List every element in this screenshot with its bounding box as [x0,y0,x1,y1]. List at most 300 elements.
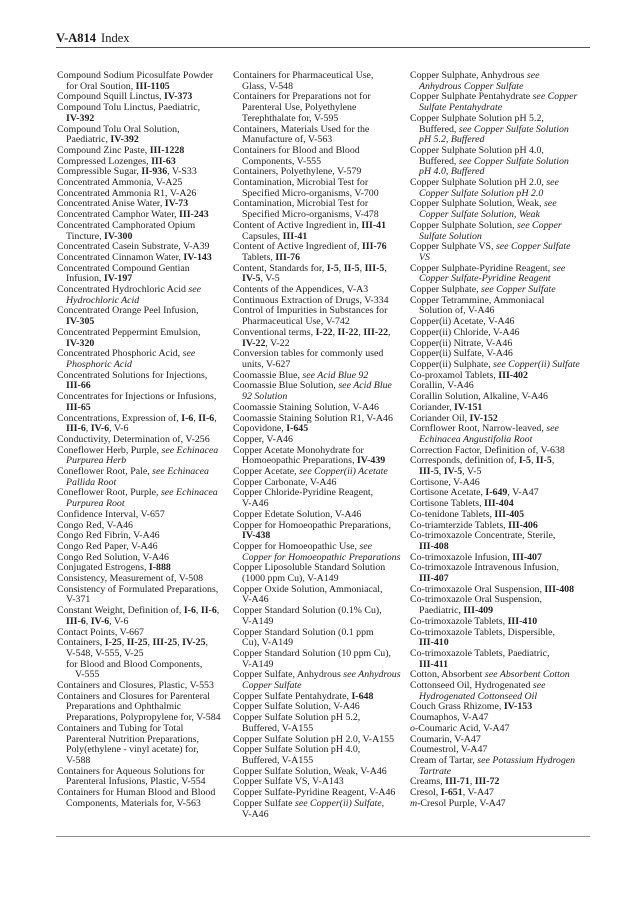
page-reference: III-410 [507,615,538,627]
entry-text: Copper Sulphate Solution pH 4.0, [410,144,544,156]
entry-text: Manufacture of, V-563 [242,134,333,146]
entry-text: units, V-627 [242,358,291,370]
page-reference: I-6 [181,412,194,424]
index-entry [410,221,590,242]
page-reference: III-22 [363,326,389,338]
entry-text: for Blood and Blood Components, [66,658,203,670]
entry-text: Capsules, [242,230,283,242]
page-reference: III-41 [282,230,308,242]
entry-text: Contamination, Microbial Test for [233,198,369,210]
page-reference: III-76 [361,241,387,253]
entry-text: Parenteral Infusions, Plastic, V-554 [66,776,206,788]
entry-text: Buffered, V-A155 [242,722,314,734]
entry-text: Co-trimoxazole Tablets, Paediatric, [410,647,550,659]
entry-text: Co-proxamol Tablets, [410,369,499,381]
cross-reference: Pallida Root [66,476,117,488]
cross-reference: Purpurea Root [66,498,125,510]
cross-reference: Anhydrous Copper Sulfate [419,80,524,92]
entry-text: Copper Sulphate, [410,284,482,296]
index-entry [233,264,407,285]
page-reference: I-648 [351,690,374,702]
index-column [57,71,229,810]
cross-reference: 92 Solution [242,391,288,403]
entry-text: Co-triamterzide Tablets, [410,519,509,531]
index-entry [57,328,229,349]
entry-text: Copper Liposoluble Standard Solution [233,562,386,574]
entry-text: Co-trimoxazole Concentrate, Sterile, [410,530,556,542]
page-reference: III-66 [66,380,91,392]
entry-text: Parenteral Nutrition Preparations, [66,733,199,745]
entry-text: Copper Sulphate-Pyridine Reagent, [410,262,553,274]
cross-reference: Copper Sulfate [242,680,302,692]
index-entry [410,114,590,146]
page-reference: II-5 [535,455,552,467]
cross-reference: see Anhydrous [343,669,401,681]
cross-reference: see Copper [516,219,562,231]
entry-text: Containers for Blood and Blood [233,144,360,156]
entry-text: Preparations, Polypropylene for, V-584 [66,712,221,724]
entry-text: (1000 ppm Cu), V-A149 [242,573,339,585]
page-reference: IV-320 [66,337,95,349]
page-reference: III-1105 [135,80,170,92]
entry-text: Containers and Closures for Parenteral [57,690,211,702]
page-reference: III-71 [445,776,470,788]
cross-reference: Purpurea Herb [66,455,127,467]
page-reference: III-407 [419,573,449,585]
cross-reference: Copper Sulfate Solution, Weak [419,209,540,221]
entry-text: Conversion tables for commonly used [233,348,384,360]
entry-text: Preparations and Ophthalmic [66,701,182,713]
entry-text: Compound Sodium Picosulfate Powder [57,70,214,81]
index-entry [233,606,407,627]
page-reference: II-936 [141,166,168,178]
entry-text: Components, Materials for, V-563 [66,797,201,809]
entry-text: Concentrated Camphor Water, [57,209,180,221]
entry-text: Tablets, [242,251,276,263]
entry-text: Concentrations, Expression of, [57,412,182,424]
entry-text: Copper Standard Solution (10 ppm Cu), [233,647,391,659]
cross-reference: see [546,423,559,435]
page-reference: II-6 [200,605,217,617]
entry-text: Content of Active Ingredient of, [233,241,362,253]
page-reference: I-5 [326,262,339,274]
entry-text: Coriander Oil, [410,412,470,424]
entry-text: Coneflower Root, Purple, [57,487,161,499]
page-reference: III-404 [484,498,514,510]
index-entry [57,692,229,724]
page-title: Index [101,31,130,45]
index-entry [233,446,407,467]
page-reference: I-651 [440,787,463,799]
cross-reference: see Copper Sulfate [481,284,556,296]
entry-text: Buffered, [419,155,459,167]
footer-rule [56,836,590,837]
index-entry [57,638,229,681]
entry-text: Copper(ii) Sulfate, V-A46 [410,348,513,360]
cross-reference: Tartrate [419,765,452,777]
entry-text: Copper Sulphate, Anhydrous [410,70,527,81]
entry-text: , [469,776,475,788]
index-entry [57,488,229,509]
index-entry [57,767,229,788]
page-reference: III-408 [419,540,449,552]
page-reference: IV-392 [110,134,139,146]
entry-text: , [338,262,344,274]
index-entry [410,92,590,113]
entry-text: Confidence Interval, V-657 [57,508,165,520]
index-entry [57,606,229,627]
page-reference: IV-6 [90,423,110,435]
cross-reference: Hydrochloric Acid [66,294,140,306]
entry-text: Concentrated Orange Peel Infusion, [57,305,199,317]
entry-text: Containers, Materials Used for the [233,123,370,135]
cross-reference: see Copper Sulfate Solution [458,155,569,167]
entry-text: , [530,455,536,467]
entry-text: Tincture, [66,230,105,242]
page-reference: III-41 [361,219,387,231]
page-reference: III-410 [419,637,449,649]
cross-reference: Hydrogenated Cottonseed Oil [419,690,538,702]
entry-text: , V-5 [462,466,482,478]
entry-text: Copper Sulfate-Pyridine Reagent, V-A46 [233,787,396,799]
cross-reference: see Acid Blue 92 [302,369,369,381]
page-reference: III-65 [66,401,91,413]
entry-text: Copper Oxide Solution, Ammoniacal, [233,583,383,595]
entry-text: Copper Sulfate Pentahydrate, [233,690,352,702]
entry-text: , V-6 [109,423,129,435]
entry-text: Concentrated Phosphoric Acid, [57,348,183,360]
index-line [57,799,229,810]
index-entry [57,724,229,767]
entry-text: Pharmaceutical Use, V-742 [242,316,350,328]
cross-reference: see Potassium Hydrogen [477,755,576,766]
entry-text: Cottonseed Oil, Hydrogenated [410,680,533,692]
index-entry [233,178,407,199]
index-entry [410,681,590,702]
cross-reference: see Copper Sulfate [495,241,571,253]
entry-text: Containers and Closures, Plastic, V-553 [57,680,214,692]
entry-text: Contamination, Microbial Test for [233,177,369,189]
index-entry [233,242,407,263]
entry-text: Copper(ii) Sulphate, [410,358,494,370]
entry-text: V-588 [66,755,91,766]
cross-reference: see Echinacea [161,444,219,456]
page-reference: IV-5 [242,273,261,285]
entry-text: Coriander, [410,401,455,413]
entry-text: Compressed Lozenges, [57,155,152,167]
entry-text: , [214,412,217,424]
entry-text: , [358,326,364,338]
index-entry [410,296,590,317]
entry-text: Corresponds, definition of, [410,455,519,467]
entry-text: , [205,637,208,649]
entry-text: Concentrates for Injections or Infusions, [57,391,217,403]
cross-reference: see Acid Blue [338,380,392,392]
entry-text: Copper Sulphate Solution, Weak, [410,198,544,210]
entry-text: Cotton, Absorbent [410,669,485,681]
entry-text: V-555 [75,669,100,681]
cross-reference: see Echinacea [160,487,218,499]
index-entry [57,585,229,606]
page-reference: I-5 [518,455,531,467]
entry-text: Cornflower Root, Narrow-leaved, [410,423,547,435]
entry-text: Conjugated Estrogens, [57,562,149,574]
page-reference: II-6 [198,412,215,424]
index-entry [233,328,407,349]
entry-text: Copper for Homoeopathic Use, [233,540,360,552]
entry-text: -Coumaric Acid, V-A47 [414,722,510,734]
page-reference: IV-25 [182,637,206,649]
index-entry [57,71,229,92]
entry-text: Copper Standard Solution (0.1% Cu), [233,605,382,617]
index-entry [233,649,407,670]
index-entry [233,349,407,370]
entry-text: Coumarin, V-A47 [410,733,481,745]
index-entry [57,414,229,435]
index-entry [233,585,407,606]
entry-text: , V-22 [265,337,290,349]
cross-reference: see [182,348,196,360]
index-subentry [57,660,229,681]
entry-text: Components, V-555 [242,155,322,167]
entry-text: Compound Squill Linctus, [57,91,164,103]
entry-text: Copper Sulfate Solution, Weak, V-A46 [233,765,387,777]
cross-reference: see Copper Sulfate Solution [458,123,569,135]
entry-text: Copper Carbonate, V-A46 [233,476,337,488]
page-reference: III-6 [66,615,86,627]
index-entry [410,264,590,285]
entry-text: Congo Red Fibrin, V-A46 [57,530,160,542]
cross-reference: VS [419,251,430,263]
entry-text: Consistency of Formulated Preparations, [57,583,219,595]
entry-text: V-A46 [242,808,269,820]
entry-text: Copper Sulphate Solution pH 2.0, [410,177,547,189]
entry-text: Content of Active Ingredient in, [233,219,362,231]
cross-reference: Echinacea Angustifolia Root [419,433,533,445]
entry-text: Concentrated Peppermint Emulsion, [57,326,201,338]
entry-text: Compound Zinc Paste, [57,144,150,156]
index-column [410,71,590,810]
entry-text: Copper Sulphate Solution, [410,219,517,231]
entry-text: Containers for Pharmaceutical Use, [233,70,374,81]
page-reference: IV-152 [469,412,498,424]
entry-text: Congo Red, V-A46 [57,519,133,531]
page-reference: IV-438 [242,530,271,542]
entry-text: Control of Impurities in Substances for [233,305,388,317]
entry-text: Co-trimoxazole Infusion, [410,551,513,563]
index-entry [57,103,229,124]
page-reference: II-22 [337,326,359,338]
index-entry [233,71,407,92]
entry-text: Constant Weight, Definition of, [57,605,184,617]
entry-text: Creams, [410,776,446,788]
page-reference: IV-143 [183,251,212,263]
cross-reference: see [188,284,201,296]
entry-text: , V-S33 [167,166,197,178]
page-reference: IV-5 [443,466,463,478]
page-reference: IV-300 [104,230,133,242]
page-reference: IV-22 [242,337,266,349]
entry-text: Continuous Extraction of Drugs, V-334 [233,294,389,306]
index-entry [57,371,229,392]
entry-text: Cresol, [410,787,441,799]
entry-text: Co-trimoxazole Oral Suspension, [410,594,542,606]
entry-text: Containers for Aqueous Solutions for [57,765,205,777]
entry-text: Coneflower Root, Pale, [57,466,153,478]
entry-text: , [384,262,387,274]
page-reference: IV-392 [66,112,95,124]
page-reference: III-408 [544,583,575,595]
page-reference: I-888 [148,562,171,574]
cross-reference: pH 4.0, Buffered [419,166,485,178]
index-entry [410,563,590,584]
entry-text: , [388,326,391,338]
cross-reference: see Copper(ii) Acetate [299,466,388,478]
entry-text: Homoeopathic Preparations, [242,455,357,467]
entry-text: Buffered, [419,123,459,135]
page-reference: IV-6 [90,615,110,627]
entry-text: V-371 [66,594,91,606]
cross-reference: Sulfate Pentahydrate [419,102,503,114]
entry-text: Copper Sulphate Pentahydrate [410,91,533,103]
index-entry [410,199,590,220]
entry-text: Conductivity, Determination of, V-256 [57,433,210,445]
index-entry [410,242,590,263]
entry-text: Coomassie Staining Solution R1, V-A46 [233,412,393,424]
entry-text: Copovidone, [233,423,287,435]
page-reference: II-5 [343,262,360,274]
page-reference: IV-73 [164,198,189,210]
index-entry [233,306,407,327]
page-reference: III-409 [463,605,494,617]
entry-text: V-548, V-555, V-25 [66,647,144,659]
index-entry [57,125,229,146]
entry-text: , V-5 [260,273,280,285]
page-reference: III-411 [419,658,449,670]
entry-text: Paediatric, [419,605,464,617]
index-entry [57,467,229,488]
cross-reference: o [410,722,415,734]
index-entry [57,392,229,413]
page-reference: III-406 [508,519,538,531]
entry-text: Congo Red Solution, V-A46 [57,551,169,563]
entry-text: Containers and Tubing for Total [57,722,184,734]
index-entry [233,146,407,167]
index-entry [233,381,407,402]
entry-text: Cu), V-A149 [242,637,294,649]
entry-text: Copper Standard Solution (0.1 ppm [233,626,374,638]
page-reference: III-5 [364,262,385,274]
entry-text: Copper Chloride-Pyridine Reagent, [233,487,374,499]
entry-text: , [438,466,444,478]
cross-reference: see [359,540,373,552]
cross-reference: Copper Sulfate-Pyridine Reagent [419,273,551,285]
entry-text: Concentrated Ammonia R1, V-A26 [57,187,197,199]
entry-text: Copper(ii) Nitrate, V-A46 [410,337,513,349]
index-entry [410,424,590,445]
entry-text: , V-A47 [507,487,539,499]
index-entry [233,745,407,766]
entry-text: Co-tenidone Tablets, [410,508,495,520]
cross-reference: see [532,680,546,692]
index-entry [410,756,590,777]
entry-text: Copper(ii) Chloride, V-A46 [410,326,520,338]
index-entry [57,349,229,370]
page-reference: III-402 [498,369,528,381]
index-entry [233,199,407,220]
entry-text: , [193,412,199,424]
index-entry [410,146,590,178]
page-number: V-A814 [56,31,97,45]
entry-text: Corallin Solution, Alkaline, V-A46 [410,391,548,403]
index-entry [410,178,590,199]
page-reference: III-72 [474,776,500,788]
page-reference: III-25 [152,637,178,649]
page-reference: IV-439 [356,455,386,467]
entry-text: Concentrated Solutions for Injections, [57,369,208,381]
entry-text: Specified Micro-organisms, V-478 [242,209,379,221]
entry-text: Copper Acetate Monohydrate for [233,444,364,456]
entry-text: Correction Factor, Definition of, V-638 [410,444,565,456]
entry-text: Copper Sulphate VS, [410,241,496,253]
index-column [233,71,407,820]
entry-text: Concentrated Casein Substrate, V-A39 [57,241,210,253]
page-reference: IV-197 [103,273,133,285]
page-reference: I-645 [286,423,309,435]
entry-text: Co-trimoxazole Tablets, Dispersible, [410,626,556,638]
entry-text: Coomassie Blue Solution, [233,380,339,392]
index-entry [410,628,590,649]
entry-text: Glass, V-548 [242,80,294,92]
entry-text: Coumaphos, V-A47 [410,712,489,724]
entry-text: for Oral Soution, [66,80,136,92]
entry-text: Concentrated Ammonia, V-A25 [57,177,183,189]
entry-text: V-A149 [242,615,274,627]
header-rule [56,47,590,48]
entry-text: Copper Sulfate Solution, V-A46 [233,701,360,713]
entry-text: , [147,637,153,649]
entry-text: Copper Sulfate Solution pH 5.2, [233,712,361,724]
index-entry [233,713,407,734]
cross-reference: see Copper [532,91,578,103]
cross-reference: see [526,70,540,81]
page-reference: III-405 [494,508,525,520]
entry-text: Conventional terms, [233,326,316,338]
entry-text: , [359,262,365,274]
entry-text: , V-6 [109,615,129,627]
entry-text: Solution of, V-A46 [419,305,495,317]
page-reference: I-649 [485,487,508,499]
entry-text: Cream of Tartar, [410,755,478,766]
entry-text: Copper for Homoeopathic Preparations, [233,519,391,531]
page-reference: IV-373 [164,91,193,103]
cross-reference: see Echinacea [152,466,209,478]
index-entry [410,799,590,810]
cross-reference: see [543,198,557,210]
entry-text: V-A149 [242,658,274,670]
index-entry [410,531,590,552]
page-reference: III-407 [512,551,542,563]
page-reference: III-6 [66,423,86,435]
entry-text: Copper(ii) Acetate, V-A46 [410,316,515,328]
cross-reference: see Absorbent Cotton [484,669,570,681]
entry-text: V-A46 [242,498,269,510]
entry-text: Poly(ethylene - vinyl acetate) for, [66,744,199,756]
index-entry [57,306,229,327]
index-entry [233,521,407,542]
page-reference: I-22 [315,326,333,338]
index-entry [410,71,590,92]
